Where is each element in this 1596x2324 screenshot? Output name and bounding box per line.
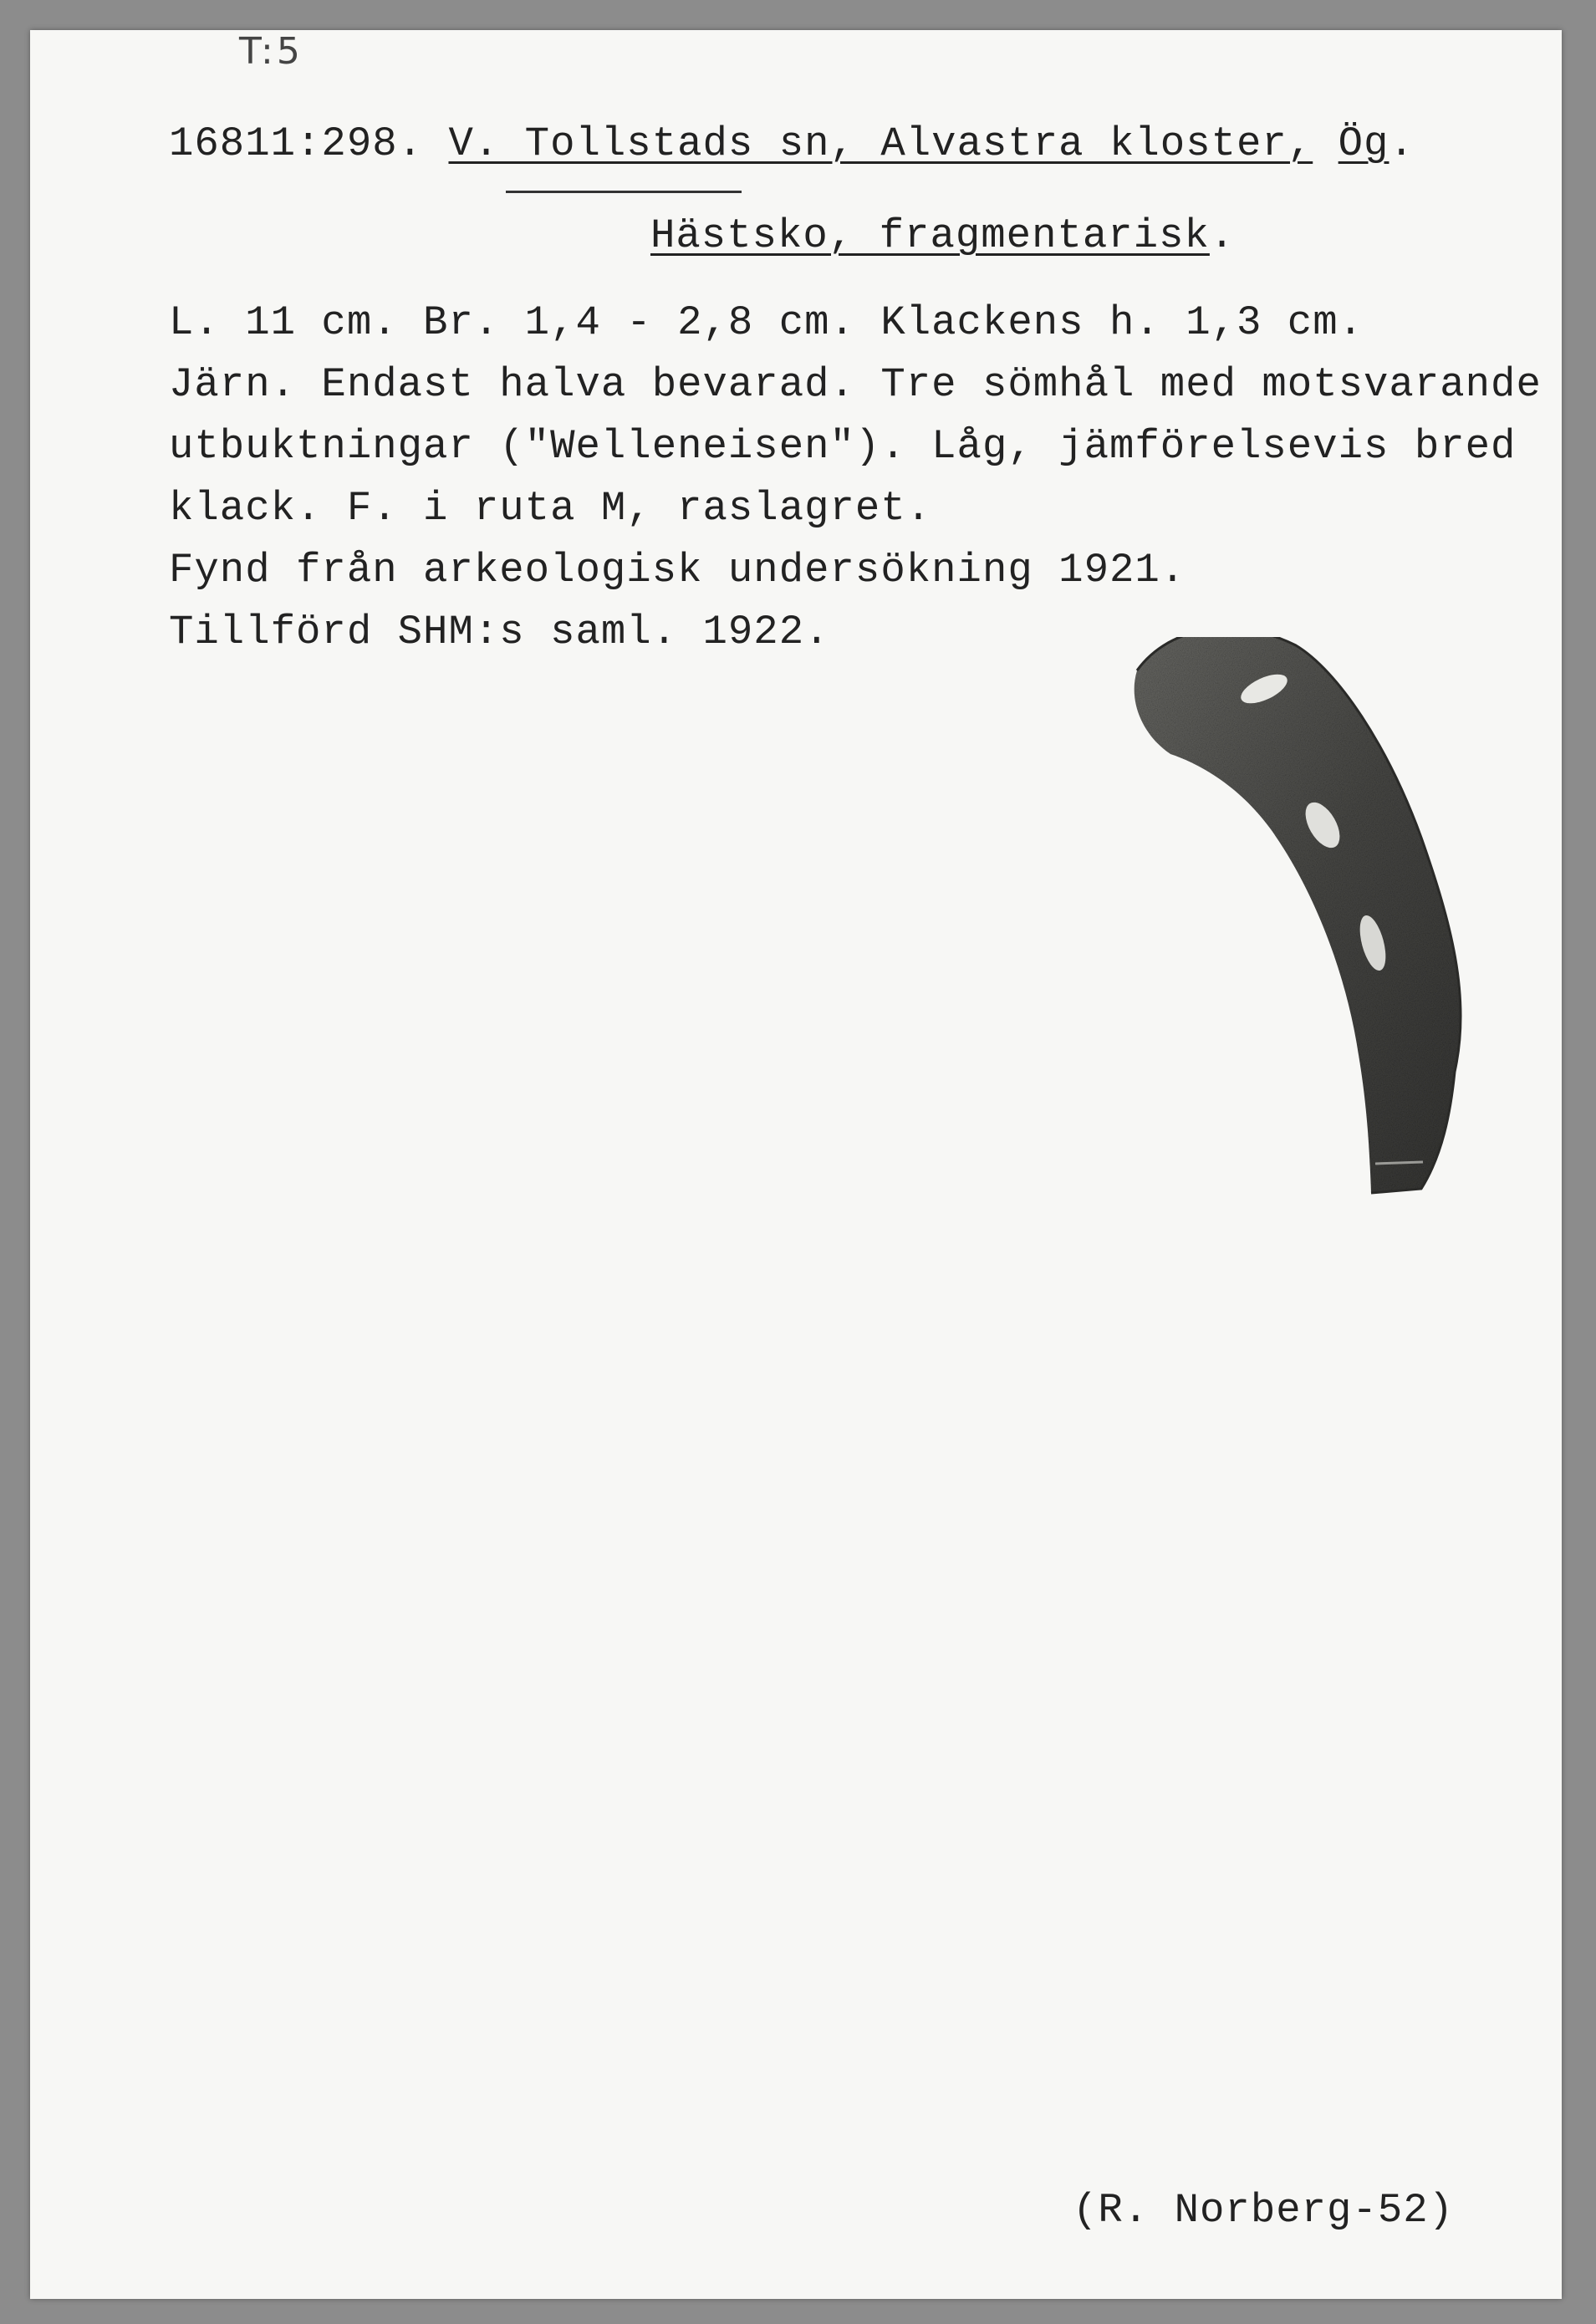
cataloger-signature: (R. Norberg-52) bbox=[1073, 2187, 1455, 2234]
horseshoe-body bbox=[1135, 637, 1461, 1193]
find-region: Ög bbox=[1338, 120, 1389, 167]
description-line: L. 11 cm. Br. 1,4 - 2,8 cm. Klackens h. 1,3 cm. bbox=[169, 299, 1364, 346]
description-line: utbuktningar ("Welleneisen"). Låg, jämförelsevis bred bbox=[169, 423, 1517, 470]
catalog-header bbox=[169, 117, 1415, 171]
description-line: Tillförd SHM:s saml. 1922. bbox=[169, 609, 830, 655]
heel-mark bbox=[1375, 1162, 1423, 1164]
handwritten-mark: T:5 bbox=[239, 30, 303, 73]
header-period: . bbox=[1389, 120, 1415, 167]
header-rule bbox=[506, 191, 742, 193]
find-location: V. Tollstads sn, Alvastra kloster, bbox=[448, 120, 1313, 167]
description-line: klack. F. i ruta M, raslagret. bbox=[169, 485, 932, 532]
horseshoe-fragment-photo bbox=[1120, 637, 1488, 1214]
catalog-number: 16811:298. bbox=[169, 120, 424, 167]
object-title: Hästsko, fragmentarisk bbox=[650, 212, 1210, 259]
object-title-line bbox=[650, 209, 1235, 262]
description-line: Järn. Endast halva bevarad. Tre sömhål med motsvarande bbox=[169, 361, 1542, 408]
description-line: Fynd från arkeologisk undersökning 1921. bbox=[169, 547, 1186, 594]
object-title-end: . bbox=[1209, 212, 1236, 259]
